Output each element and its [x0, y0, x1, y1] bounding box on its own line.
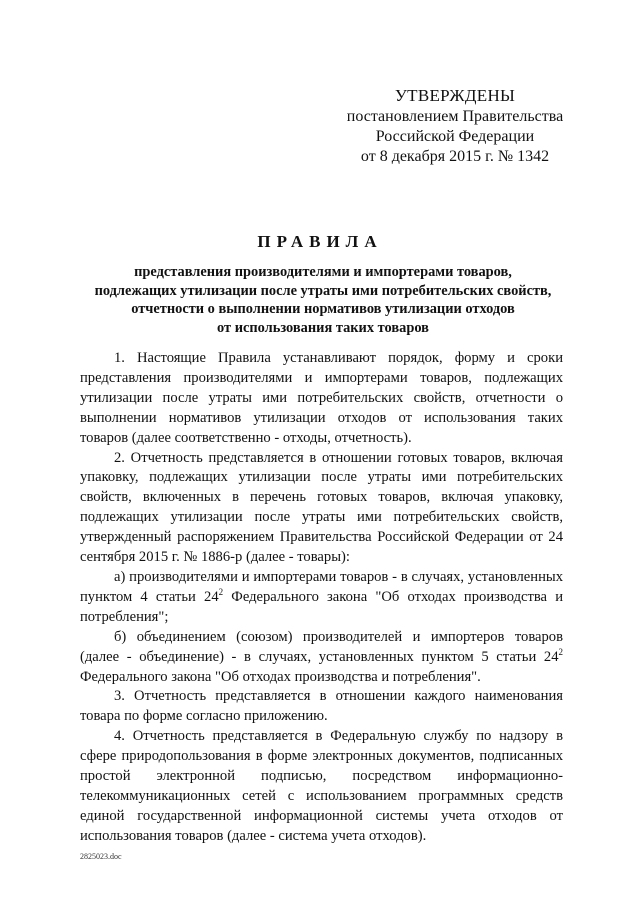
item-b-text: б) объединением (союзом) производителей и импортеров товаров (далее - объединение) - в случаях, установленных пунктом 5 статьи 24 [80, 628, 563, 665]
document-title: ПРАВИЛА [257, 232, 383, 251]
subtitle-line: от использования таких товаров [217, 319, 429, 336]
file-name-footer: 2825023.doc [80, 852, 122, 861]
approval-line-3: от 8 декабря 2015 г. № 1342 [360, 148, 550, 165]
paragraph-4: 4. Отчетность представляется в Федеральную службу по надзору в сфере природопользования в форме электронных документов, подписанных простой электронной подписью, посредством информационно-телекоммуникационных сетей с использованием программных средств единой государственной информационной системы учета отходов от использования товаров (далее - система учета отходов). [80, 728, 563, 844]
item-a-superscript: 2 [218, 586, 224, 597]
paragraph-3: 3. Отчетность представляется в отношении каждого наименования товара по форме согласно приложению. [80, 688, 563, 725]
subtitle-line: подлежащих утилизации после утраты ими потребительских свойств, [94, 282, 552, 299]
approval-line-1: постановлением Правительства [346, 108, 564, 125]
item-b-text-end: Федерального закона "Об отходах производства и потребления". [80, 668, 481, 685]
paragraph-2: 2. Отчетность представляется в отношении готовых товаров, включая упаковку, подлежащих утилизации после утраты ими потребительских свойств, включенных в перечень готовых товаров, включая упаковку, подлежащих утилизации после утраты ими потребительских свойств, утвержденный распоряжением Правительства Российской Федерации от 24 сентября 2015 г. № 1886-р (далее - товары): [80, 449, 563, 566]
item-b-superscript: 2 [558, 646, 563, 657]
subtitle-line: отчетности о выполнении нормативов утилизации отходов [131, 301, 515, 318]
item-a-text: а) производителями и импортерами товаров - в случаях, установленных пунктом 4 статьи 24 [80, 568, 563, 605]
paragraph-1: 1. Настоящие Правила устанавливают порядок, форму и сроки представления производителями и импортерами товаров, подлежащих утилизации после утраты ими потребительских свойств, отчетности о выполнении нормативов утилизации отходов от использования таких товаров (далее соответственно - отходы, отчетность). [80, 350, 563, 446]
approval-block [340, 86, 570, 167]
approval-line-2: Российской Федерации [375, 128, 535, 145]
approval-heading: УТВЕРЖДЕНЫ [394, 86, 516, 105]
document-body [80, 349, 563, 847]
paragraph-item-a [80, 568, 563, 628]
item-a-text-end: Федерального закона "Об отходах производства и потребления"; [80, 588, 563, 625]
subtitle-line: представления производителями и импортерами товаров, [134, 264, 512, 280]
document-subtitle [80, 263, 566, 337]
paragraph-item-b [80, 628, 563, 688]
